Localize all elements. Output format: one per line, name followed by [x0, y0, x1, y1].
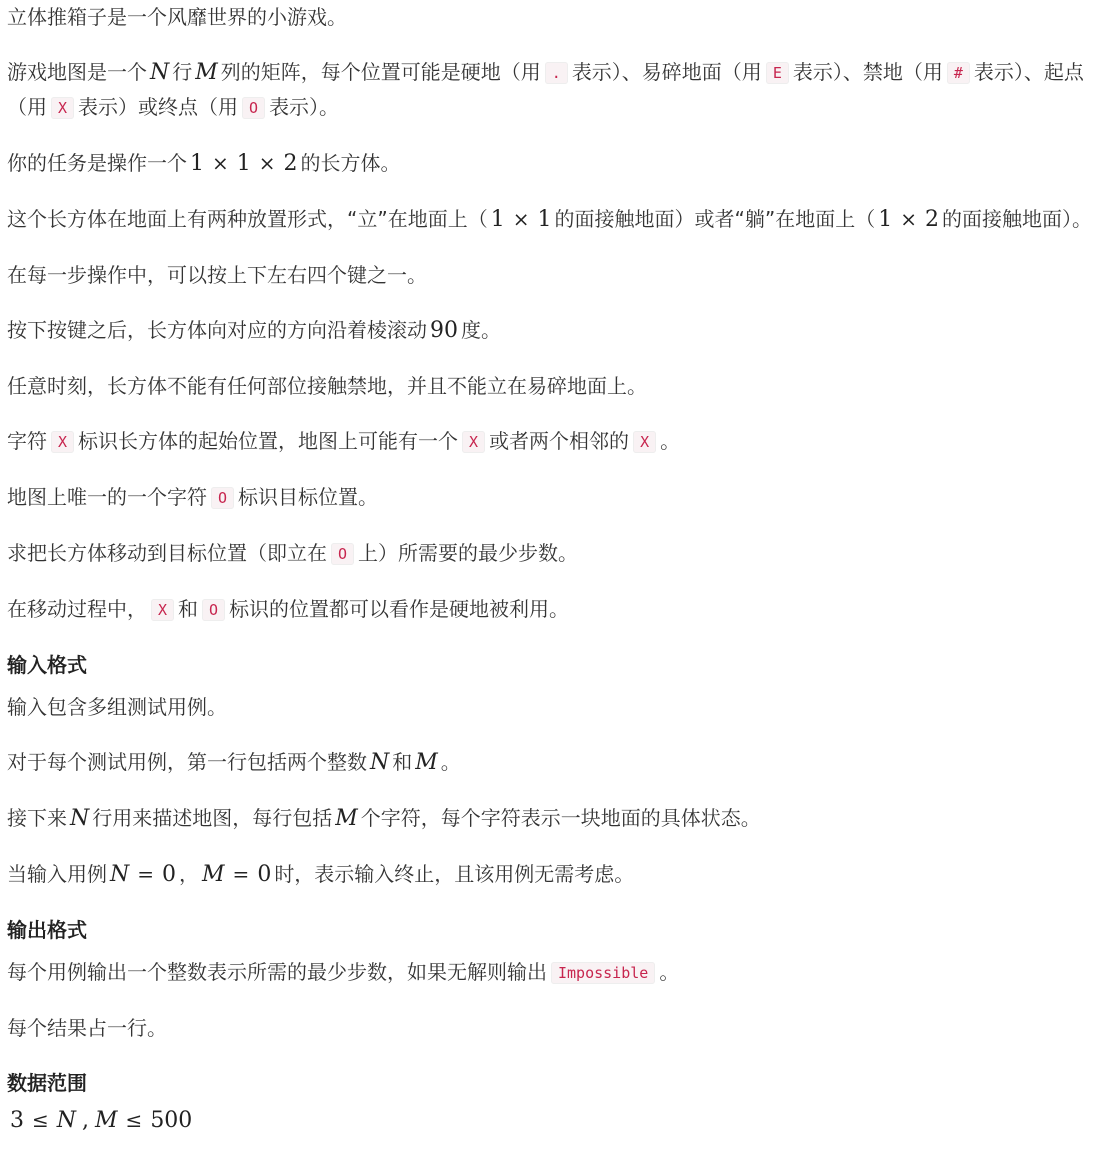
text-segment: 标识的位置都可以看作是硬地被利用。 — [229, 597, 570, 621]
text-segment: 在每一步操作中，可以按上下左右四个键之一。 — [7, 263, 427, 287]
code-dot: . — [545, 62, 568, 84]
input-map-lines-paragraph — [7, 801, 1093, 836]
text-segment: 或者两个相邻的 — [489, 429, 630, 453]
task-paragraph — [7, 146, 1093, 181]
math-var-n: N — [56, 1108, 77, 1133]
math-var-m: M — [202, 862, 225, 887]
math-number: 0 — [257, 862, 272, 887]
code-o: O — [211, 487, 234, 509]
text-segment: 这个长方体在地面上有两种放置形式，“立”在地面上（ — [7, 207, 488, 231]
code-o: O — [202, 599, 225, 621]
code-o: O — [331, 543, 354, 565]
output-answer-paragraph — [7, 955, 1093, 990]
goal-paragraph — [7, 536, 1093, 571]
code-x: X — [462, 431, 485, 453]
code-o: O — [242, 97, 265, 119]
text-segment: 求把长方体移动到目标位置（即立在 — [7, 541, 327, 565]
placement-paragraph — [7, 202, 1093, 237]
text-segment: 标识长方体的起始位置，地图上可能有一个 — [78, 429, 459, 453]
text-segment: 表示）、禁地（用 — [792, 60, 943, 84]
text-segment: 标识目标位置。 — [238, 485, 379, 509]
math-number: 1 — [537, 207, 552, 232]
math-leq: ≤ — [32, 1108, 49, 1132]
math-number: 2 — [283, 151, 298, 176]
hard-ground-paragraph — [7, 592, 1093, 627]
data-range-heading: 数据范围 — [7, 1071, 87, 1095]
text-segment: 你的任务是操作一个 — [7, 151, 187, 175]
math-comma: , — [82, 1108, 90, 1133]
output-line-paragraph — [7, 1011, 1093, 1045]
math-number: 1 — [236, 151, 251, 176]
start-position-paragraph — [7, 424, 1093, 459]
step-paragraph — [7, 258, 1093, 292]
text-segment: 的面接触地面）。 — [942, 207, 1092, 231]
code-x: X — [633, 431, 656, 453]
input-termination-paragraph — [7, 857, 1093, 892]
text-segment: 表示）、易碎地面（用 — [571, 60, 762, 84]
input-first-line-paragraph — [7, 745, 1093, 780]
roll-paragraph — [7, 313, 1093, 348]
text-segment: 时，表示输入终止，且该用例无需考虑。 — [274, 862, 635, 886]
text-segment: 任意时刻，长方体不能有任何部位接触禁地，并且不能立在易碎地面上。 — [7, 374, 647, 398]
math-number: 500 — [150, 1108, 193, 1133]
text-segment: 字符 — [7, 429, 47, 453]
text-segment: 行用来描述地图，每行包括 — [92, 806, 333, 830]
code-e: E — [766, 62, 789, 84]
code-x: X — [51, 431, 74, 453]
problem-statement — [7, 0, 1093, 1138]
math-number: 0 — [162, 862, 177, 887]
text-segment: 。 — [660, 429, 681, 453]
data-range-formula — [7, 1103, 1093, 1138]
math-var-n: N — [150, 60, 170, 85]
text-segment: 。 — [440, 750, 461, 774]
text-segment: 的面接触地面）或者“躺”在地面上（ — [554, 207, 876, 231]
text-segment: 和 — [178, 597, 199, 621]
code-hash: # — [947, 62, 970, 84]
text-segment: 表示）。 — [269, 95, 340, 119]
text-segment: 当输入用例 — [7, 862, 107, 886]
math-times: × — [212, 151, 229, 175]
math-number: 1 — [190, 151, 204, 176]
text-segment: 表示）或终点（用 — [78, 95, 239, 119]
math-leq: ≤ — [125, 1108, 143, 1132]
math-var-n: N — [370, 750, 390, 775]
math-number: 2 — [925, 207, 939, 232]
code-x: X — [51, 97, 74, 119]
math-equals: = — [137, 862, 155, 886]
text-segment: 输入包含多组测试用例。 — [7, 695, 227, 719]
constraint-paragraph — [7, 369, 1093, 403]
text-segment: 个字符，每个字符表示一块地面的具体状态。 — [360, 806, 761, 830]
math-var-n: N — [110, 862, 130, 887]
intro-paragraph — [7, 0, 1093, 34]
math-var-m: M — [415, 750, 438, 775]
math-var-n: N — [70, 806, 90, 831]
code-impossible: Impossible — [551, 962, 655, 984]
math-times: × — [512, 207, 530, 231]
math-number: 90 — [430, 318, 458, 343]
math-number: 3 — [10, 1108, 24, 1133]
text-segment: 每个用例输出一个整数表示所需的最少步数，如果无解则输出 — [7, 960, 547, 984]
math-equals: = — [232, 862, 250, 886]
math-var-m: M — [195, 60, 218, 85]
math-comma: ， — [179, 862, 200, 886]
text-segment: 上）所需要的最少步数。 — [358, 541, 579, 565]
text-segment: 游戏地图是一个 — [7, 60, 147, 84]
code-x: X — [151, 599, 174, 621]
text-segment: 表示）、起点（用 — [7, 60, 1084, 119]
target-paragraph — [7, 480, 1093, 515]
text-segment: 对于每个测试用例，第一行包括两个整数 — [7, 750, 367, 774]
text-segment: 每个结果占一行。 — [7, 1016, 167, 1040]
text-segment: 按下按键之后，长方体向对应的方向沿着棱滚动 — [7, 318, 427, 342]
text-segment: 和 — [392, 750, 413, 774]
input-format-heading: 输入格式 — [7, 653, 87, 677]
math-number: 1 — [878, 207, 893, 232]
text-segment: 。 — [659, 960, 680, 984]
math-var-m: M — [335, 806, 358, 831]
input-multi-case-paragraph — [7, 690, 1093, 724]
intro-text: 立体推箱子是一个风靡世界的小游戏。 — [7, 5, 347, 29]
math-times: × — [900, 207, 917, 231]
output-format-heading: 输出格式 — [7, 918, 87, 942]
text-segment: 的长方体。 — [300, 151, 401, 175]
text-segment: 行 — [172, 60, 193, 84]
text-segment: 列的矩阵，每个位置可能是硬地（用 — [220, 60, 541, 84]
map-description-paragraph — [7, 55, 1093, 125]
text-segment: 在移动过程中， — [7, 597, 147, 621]
text-segment: 地图上唯一的一个字符 — [7, 485, 207, 509]
math-var-m: M — [95, 1108, 118, 1133]
math-number: 1 — [490, 207, 505, 232]
text-segment: 接下来 — [7, 806, 67, 830]
math-times: × — [258, 151, 276, 175]
text-segment: 度。 — [461, 318, 501, 342]
